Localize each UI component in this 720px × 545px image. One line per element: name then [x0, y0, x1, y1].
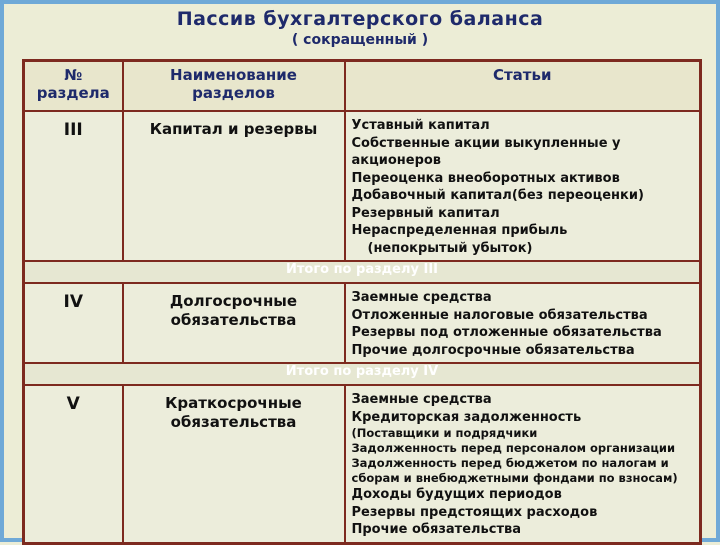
header-line: Статьи	[492, 66, 552, 84]
section-name	[123, 283, 345, 363]
header-line: №	[64, 66, 83, 84]
page-title: Пассив бухгалтерского баланса	[176, 8, 544, 30]
section-total-label: Итого по разделу III	[24, 261, 701, 283]
column-header-section-name	[123, 61, 345, 112]
section-row-v	[24, 385, 701, 543]
section-number: IV	[24, 283, 123, 363]
item: Резервы под отложенные обязательства	[351, 325, 662, 340]
header-line: Наименование	[170, 66, 297, 84]
item: Доходы будущих периодов	[351, 487, 562, 502]
header-line: разделов	[192, 84, 275, 102]
column-header-section-number	[24, 61, 123, 112]
section-number: III	[24, 111, 123, 261]
item: (непокрытый убыток)	[367, 240, 533, 256]
item: Заемные средства	[351, 392, 492, 407]
section-name-line: обязательства	[170, 311, 297, 329]
page-subtitle: ( сокращенный )	[291, 32, 429, 48]
item: Резервы предстоящих расходов	[351, 504, 598, 520]
item: Задолженность перед персоналом организации	[351, 441, 676, 455]
column-header-items	[345, 61, 701, 112]
section-number: V	[24, 385, 123, 543]
section-total-label: Итого по разделу IV	[24, 363, 701, 385]
total-row-iii	[24, 261, 701, 283]
item: Задолженность перед бюджетом по налогам и	[351, 456, 669, 470]
item: Нераспределенная прибыль	[351, 223, 568, 238]
section-items	[345, 111, 701, 261]
section-name-line: Краткосрочные	[165, 394, 302, 412]
item: Отложенные налоговые обязательства	[351, 307, 648, 323]
item: Резервный капитал	[351, 205, 500, 221]
item: Переоценка внеоборотных активов	[351, 170, 620, 186]
item: Кредиторская задолженность	[351, 409, 582, 425]
section-name-line: Капитал и резервы	[149, 120, 318, 138]
item: сборам и внебюджетными фондами по взносам)	[351, 471, 678, 485]
header-line: раздела	[36, 84, 110, 102]
balance-sheet-liabilities-table	[22, 59, 702, 545]
item: Уставный капитал	[351, 118, 490, 133]
section-row-iii	[24, 111, 701, 261]
section-row-iv	[24, 283, 701, 363]
item: Прочие обязательства	[351, 522, 522, 537]
item: Добавочный капитал(без переоценки)	[351, 188, 644, 203]
total-row-iv	[24, 363, 701, 385]
section-name	[123, 111, 345, 261]
item: Прочие долгосрочные обязательства	[351, 342, 635, 358]
item: Заемные средства	[351, 290, 492, 305]
item: акционеров	[351, 153, 442, 168]
section-items	[345, 283, 701, 363]
section-items	[345, 385, 701, 543]
item: Собственные акции выкупленные у	[351, 135, 621, 151]
item: (Поставщики и подрядчики	[351, 426, 538, 440]
section-name-line: обязательства	[170, 413, 297, 431]
section-name	[123, 385, 345, 543]
table-header-row	[24, 61, 701, 112]
section-name-line: Долгосрочные	[169, 292, 298, 310]
